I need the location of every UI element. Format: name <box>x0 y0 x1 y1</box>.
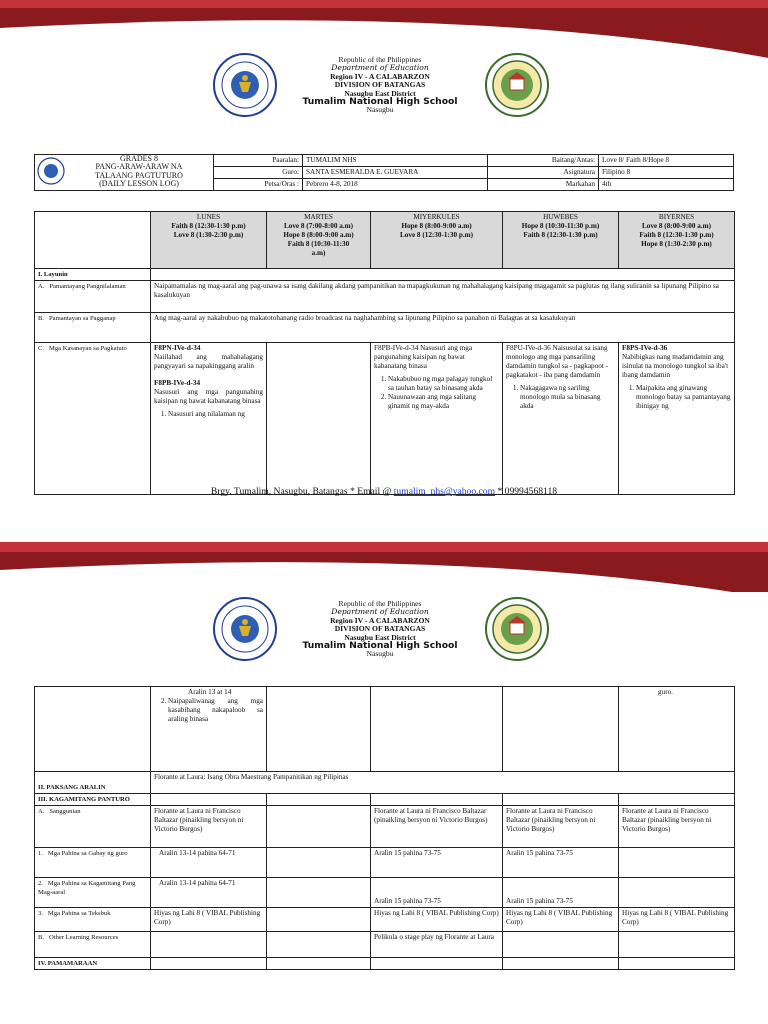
paaralan-value: TUMALIM NHS <box>303 155 488 167</box>
layunin-empty <box>151 269 735 281</box>
grades-label: GRADES 8 <box>119 154 158 163</box>
deped-seal-icon <box>212 52 278 118</box>
footer-email-link[interactable]: tumalim_nhs@yahoo.com <box>393 486 496 497</box>
sanggunian-miyerkules: Florante at Laura ni Francisco Baltazar (pinaikling bersyon ni Victorio Burgos) <box>371 806 503 848</box>
section-pamamaraan: IV. PAMAMARAAN <box>35 958 151 970</box>
kagamitan-miyerkules: Aralin 15 pahina 73-75 <box>371 878 503 908</box>
letterhead <box>0 52 768 126</box>
day-biyernes: BIYERNES Love 8 (8:00-9:00 a.m) Faith 8 (12:30-1:30 p.m) Hope 8 (1:30-2:30 p.m) <box>619 212 735 269</box>
gabay-martes <box>267 848 371 878</box>
teksbuk-lunes: Hiyas ng Lahi 8 ( VIBAL Publishing Corp) <box>151 908 267 932</box>
gabay-lunes: Aralin 13-14 pahina 64-71 <box>151 848 267 878</box>
sanggunian-huwebes: Florante at Laura ni Francisco Baltazar (pinaikling bersyon ni Victorio Burgos) <box>503 806 619 848</box>
row-label-pamantayang-pangnilalaman: A. Pamantayang Pangnilalaman <box>35 281 151 313</box>
letterhead-text <box>270 56 490 115</box>
kasanayan-biyernes: F8PS-IVe-d-36 Nabibigkas nang madamdamin ang isinulat na monologo tungkol sa iba't ibang damdamin 1. Maipakita ang ginawang monologo batay sa pamantayang ibinigay ng <box>619 343 735 495</box>
dll-title-3: (DAILY LESSON LOG) <box>99 179 179 189</box>
continuation-label-cell <box>35 687 151 772</box>
footer-phone: * 09994568118 <box>495 486 558 497</box>
asignatura-label: Asignatura <box>488 167 599 179</box>
header-swoosh-decoration-2 <box>0 512 768 592</box>
row-label-sanggunian: A. Sanggunian <box>35 806 151 848</box>
continuation-huwebes <box>503 687 619 772</box>
other-resources-miyerkules: Pelikula o stage play ng Florante at Laura <box>371 932 503 958</box>
paksang-aralin-value: Florante at Laura: Isang Obra Maestrang Pampanitikan ng Pilipinas <box>151 772 735 794</box>
day-lunes: LUNES Faith 8 (12:30-1:30 p.m) Love 8 (1:30-2:30 p.m) <box>151 212 267 269</box>
letterhead-text-2: Republic of the Philippines Department of Education Region IV - A CALABARZON DIVISION OF BATANGAS Nasugbu East District Tumalim National High School Nasugbu <box>302 599 458 659</box>
paaralan-label: Paaralan: <box>214 155 303 167</box>
continuation-martes <box>267 687 371 772</box>
sanggunian-martes <box>267 806 371 848</box>
continuation-miyerkules <box>371 687 503 772</box>
sanggunian-biyernes: Florante at Laura ni Francisco Baltazar (pinaikling bersyon ni Victorio Burgos) <box>619 806 735 848</box>
day-martes: MARTES Love 8 (7:00-8:00 a.m) Hope 8 (8:00-9:00 a.m) Faith 8 (10:30-11:30 a.m) <box>267 212 371 269</box>
petsa-label: Petsa/Oras : <box>214 179 303 191</box>
town-line: Nasugbu <box>366 105 394 115</box>
asignatura-value: Filipino 8 <box>599 167 734 179</box>
kasanayan-miyerkules-item-2: 2. Nauunawaan ang mga salitang ginamit ng may-akda <box>388 393 499 411</box>
kasanayan-huwebes-item-1: 1. Nakagagawa ng sariling monologo mula sa binasang akda <box>520 384 615 411</box>
petsa-value: Pebrero 4-8, 2018 <box>303 179 488 191</box>
gabay-biyernes <box>619 848 735 878</box>
kasanayan-miyerkules-item-1: 1. Nakabubuo ng mga palagay tungkol sa tauhan batay sa binasang akda <box>388 375 499 393</box>
kasanayan-lunes-item: 1. Nasusuri ang nilalaman ng <box>168 410 263 419</box>
region-line: Region IV - A CALABARZON <box>330 71 430 81</box>
lesson-plan-table-page-1 <box>34 211 735 495</box>
pamantayan-sa-pagganap-value: Ang mag-aaral ay nakabubuo ng makatotohanang radio broadcast na naghahambing sa lipunang Pilipino sa panahon ni Balagtas at sa kasalukuyan <box>151 313 735 343</box>
markahan-value: 4th <box>599 179 734 191</box>
lesson-plan-table-page-2 <box>34 686 735 970</box>
guro-label: Guro: <box>214 167 303 179</box>
division-line: DIVISION OF BATANGAS <box>334 80 426 90</box>
kasanayan-martes <box>267 343 371 495</box>
dll-title-2: TALAANG PAGTUTURO <box>95 170 183 180</box>
continuation-biyernes: guro. <box>619 687 735 772</box>
guro-value: SANTA ESMERALDA E. GUEVARA <box>303 167 488 179</box>
kasanayan-lunes: F8PN-IVe-d-34 Naiilahad ang mahahalagang pangyayari sa napakinggang aralin F8PB-IVe-d-34 Nasusuri ang mga pangunahing kaisipan ng bawat kabanatang binasa 1. Nasusuri ang nilalaman ng <box>151 343 267 495</box>
kagamitan-huwebes: Aralin 15 pahina 73-75 <box>503 878 619 908</box>
footer-address: Brgy. Tumalim, Nasugbu, Batangas * Email @ <box>210 486 394 497</box>
row-label-kasanayan: C. Mga Kasanayan sa Pagkatuto <box>35 343 151 495</box>
gabay-huwebes: Aralin 15 pahina 73-75 <box>503 848 619 878</box>
kagamitan-martes <box>267 878 371 908</box>
school-seal-icon <box>484 52 550 118</box>
page-1-footer <box>0 486 768 497</box>
row-label-pamantayan-sa-pagganap: B. Pamantayan sa Pagganap <box>35 313 151 343</box>
day-miyerkules: MIYERKULES Hope 8 (8:00-9:00 a.m) Love 8 (12:30-1:30 p.m) <box>371 212 503 269</box>
teksbuk-biyernes: Hiyas ng Lahi 8 ( VIBAL Publishing Corp) <box>619 908 735 932</box>
deped-seal-icon-2 <box>212 596 278 662</box>
pamantayang-pangnilalaman-value: Naipamamalas ng mag-aaral ang pag-unawa sa isang dakilang akdang pampanitikan na mapagkukunan ng mahahalagang kaisipang magagamit sa paglutas ng ilang suliranin sa lipunang Pilipino sa kasalukuyan <box>151 281 735 313</box>
kagamitan-biyernes <box>619 878 735 908</box>
continuation-lunes: Aralin 13 at 14 2. Naipapaliwanag ang mga kasabihang nakapaloob sa araling binasa <box>151 687 267 772</box>
kasanayan-huwebes: F8PU-IVe-d-36 Naisusulat sa isang monologo ang mga pansariling damdamin tungkol sa - pagkapoot - pagkatakot - iba pang damdamin 1. Nakagagawa ng sariling monologo mula sa binasang akda <box>503 343 619 495</box>
section-paksang-aralin: II. PAKSANG ARALIN <box>35 772 151 794</box>
row-label-kagamitang-pang-mag-aaral: 2. Mga Pahina sa Kagamitang Pang Mag-aaral <box>35 878 151 908</box>
sanggunian-lunes: Florante at Laura ni Francisco Baltazar (pinaikling bersyon ni Victorio Burgos) <box>151 806 267 848</box>
day-huwebes: HUWEBES Hope 8 (10:30-11:30 p.m) Faith 8 (12:30-1:30 p.m) <box>503 212 619 269</box>
teksbuk-miyerkules: Hiyas ng Lahi 8 ( VIBAL Publishing Corp) <box>371 908 503 932</box>
row-label-other-resources: B. Other Learning Resources <box>35 932 151 958</box>
deped-small-seal-icon <box>37 157 65 185</box>
department-line: Department of Education <box>331 63 429 73</box>
baitang-label: Baitang/Antas: <box>488 155 599 167</box>
blank-header-cell <box>35 212 151 269</box>
document-page-2 <box>0 512 768 1024</box>
continuation-lunes-item-2: 2. Naipapaliwanag ang mga kasabihang nakapaloob sa araling binasa <box>168 697 263 724</box>
school-name: Tumalim National High School <box>302 96 458 108</box>
teksbuk-martes <box>267 908 371 932</box>
row-label-teksbuk: 3. Mga Pahina sa Teksbuk <box>35 908 151 932</box>
district-line: Nasugbu East District <box>344 88 416 98</box>
markahan-label: Markahan <box>488 179 599 191</box>
baitang-value: Love 8/ Faith 8/Hope 8 <box>599 155 734 167</box>
kasanayan-biyernes-item-1: 1. Maipakita ang ginawang monologo batay sa pamantayang ibinigay ng <box>636 384 731 411</box>
title-cell <box>35 155 214 191</box>
kagamitan-lunes: Aralin 13-14 pahina 64-71 <box>151 878 267 908</box>
school-seal-icon-2 <box>484 596 550 662</box>
dll-title-1: PANG-ARAW-ARAW NA <box>95 162 183 172</box>
gabay-miyerkules: Aralin 15 pahina 73-75 <box>371 848 503 878</box>
teksbuk-huwebes: Hiyas ng Lahi 8 ( VIBAL Publishing Corp) <box>503 908 619 932</box>
section-kagamitang-panturo: III. KAGAMITANG PANTURO <box>35 794 151 806</box>
letterhead-2 <box>0 596 768 670</box>
republic-line: Republic of the Philippines <box>338 55 422 64</box>
kasanayan-miyerkules: F8PB-IVe-d-34 Nasusuri ang mga pangunahing kaisipan ng bawat kabanatang binasa 1. Nakabubuo ng mga palagay tungkol sa tauhan batay sa binasang akda 2. Nauunawaan ang mga salitang ginamit ng may-akda <box>371 343 503 495</box>
row-label-gabay-ng-guro: 1. Mga Pahina sa Gabay ng guro <box>35 848 151 878</box>
lesson-log-info-table <box>34 154 734 191</box>
section-layunin: I. Layunin <box>35 269 151 281</box>
